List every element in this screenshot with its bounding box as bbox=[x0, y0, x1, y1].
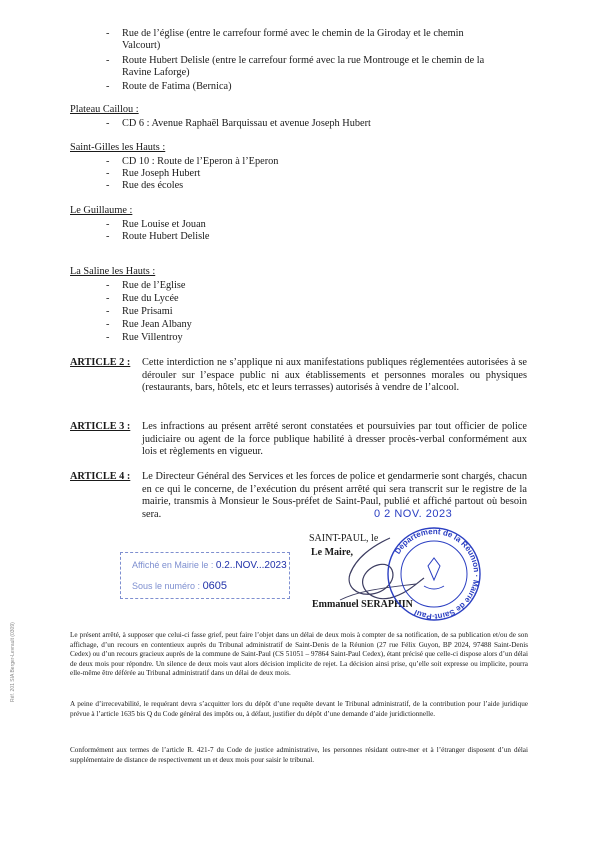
bullet-dash: - bbox=[106, 293, 110, 304]
side-reference: Réf. 201 SIA Berger-Levrault (0309) bbox=[10, 622, 16, 702]
list-item: Rue de l’église (entre le carrefour formé avec le chemin de la Giroday et le chemin Valcourt) bbox=[122, 28, 464, 52]
article-2-label: ARTICLE 2 : bbox=[70, 357, 131, 368]
list-item: Route Hubert Delisle (entre le carrefour formé avec la rue Montrouge et le chemin de la Ravine Laforge) bbox=[122, 55, 485, 79]
section-heading: Saint-Gilles les Hauts : bbox=[70, 142, 166, 153]
bullet-dash: - bbox=[106, 319, 110, 330]
list-item: Rue Jean Albany bbox=[122, 319, 192, 330]
article-2-text: Cette interdiction ne s’applique ni aux manifestations publiques réglementées autorisées à se dérouler sur l’espace public ni aux établissements et personnes morales ou physiques (restaurants, bars, hôtels, etc et leurs terrasses) autorisés à vendre de l’alcool. bbox=[142, 357, 527, 394]
bullet-dash: - bbox=[106, 332, 110, 343]
bullet-dash: - bbox=[106, 280, 110, 291]
bullet-dash: - bbox=[106, 168, 110, 179]
bullet-dash: - bbox=[106, 231, 110, 242]
article-4-text: Le Directeur Général des Services et les forces de police et gendarmerie sont chargés, chacun en ce qui le concerne, de l’exécution du présent arrêté qui sera transcrit sur le registre de la mairie, transmis à Monsieur le Sous-préfet de Saint-Paul, publié et affiché partout où besoin sera. bbox=[142, 471, 527, 520]
official-seal-icon bbox=[384, 524, 484, 624]
list-item: Rue Joseph Hubert bbox=[122, 168, 201, 179]
signature-place: SAINT-PAUL, le bbox=[309, 533, 379, 544]
list-item: Rue Prisami bbox=[122, 306, 173, 317]
bullet-dash: - bbox=[106, 219, 110, 230]
article-3-label: ARTICLE 3 : bbox=[70, 421, 131, 432]
posting-stamp-line-2: Sous le numéro : 0605 bbox=[132, 580, 228, 592]
list-item: Rue de l’Eglise bbox=[122, 280, 186, 291]
bullet-dash: - bbox=[106, 81, 110, 92]
list-item: Rue du Lycée bbox=[122, 293, 179, 304]
list-item: Route Hubert Delisle bbox=[122, 231, 210, 242]
legal-paragraph-contribution: A peine d’irrecevabilité, le requérant devra s’acquitter lors du dépôt d’une requête devant le Tribunal administratif, de la contribution pour l’aide juridique prévue à l’article 1635 bis Q du Code général des impôts ou, à défaut, justifier du dépôt d’une demande d’aide juridictionnelle. bbox=[70, 700, 528, 718]
date-stamp: 0 2 NOV. 2023 bbox=[374, 508, 453, 520]
article-3-text: Les infractions au présent arrêté seront constatées et poursuivies par tout officier de police judiciaire ou agent de la force publique habilité à dresser procès-verbal conformément aux lois et règlements en vigueur. bbox=[142, 421, 527, 458]
section-heading: Le Guillaume : bbox=[70, 205, 133, 216]
bullet-dash: - bbox=[106, 28, 110, 39]
section-heading: La Saline les Hauts : bbox=[70, 266, 156, 277]
list-item: CD 10 : Route de l’Eperon à l’Eperon bbox=[122, 156, 279, 167]
posting-stamp-line-1: Affiché en Mairie le : 0.2..NOV...2023 bbox=[132, 560, 287, 571]
bullet-dash: - bbox=[106, 55, 110, 66]
signature-name: Emmanuel SERAPHIN bbox=[312, 599, 413, 610]
signature-role: Le Maire, bbox=[311, 547, 354, 558]
list-item: Route de Fatima (Bernica) bbox=[122, 81, 232, 92]
legal-paragraph-appeal: Le présent arrêté, à supposer que celui-ci fasse grief, peut faire l’objet dans un délai de deux mois à compter de sa notification, de sa publication et/ou de son affichage, d’un recours en contentieux auprès du Tribunal administratif de Saint-Denis de la Réunion (27 rue Félix Guyon, BP 2024, 97488 Saint-Denis Cedex) ou d’un recours gracieux auprès de la commune de Saint-Paul (CS 51051 – 97864 Saint-Paul Cedex), étant précisé que celle-ci dispose alors d’un délai de deux mois pour répondre. Un silence de deux mois vaut alors décision implicite de rejet. La décision ainsi prise, qu’elle soit expresse ou implicite, pourra elle-même être déférée au Tribunal administratif dans un délai de deux mois. bbox=[70, 631, 528, 678]
legal-paragraph-delay: Conformément aux termes de l’article R. 421-7 du Code de justice administrative, les personnes résidant outre-mer et à l’étranger disposent d’un délai supplémentaire de distance de respectivement un et deux mois pour saisir le tribunal. bbox=[70, 746, 528, 764]
list-item: Rue des écoles bbox=[122, 180, 184, 191]
list-item: CD 6 : Avenue Raphaël Barquissau et avenue Joseph Hubert bbox=[122, 118, 371, 129]
svg-text:Département de la Réunion · Ma: Département de la Réunion · Mairie de Saint-Paul bbox=[392, 526, 482, 622]
article-4-label: ARTICLE 4 : bbox=[70, 471, 131, 482]
section-heading: Plateau Caillou : bbox=[70, 104, 139, 115]
bullet-dash: - bbox=[106, 180, 110, 191]
bullet-dash: - bbox=[106, 156, 110, 167]
bullet-dash: - bbox=[106, 118, 110, 129]
list-item: Rue Louise et Jouan bbox=[122, 219, 206, 230]
bullet-dash: - bbox=[106, 306, 110, 317]
list-item: Rue Villentroy bbox=[122, 332, 183, 343]
